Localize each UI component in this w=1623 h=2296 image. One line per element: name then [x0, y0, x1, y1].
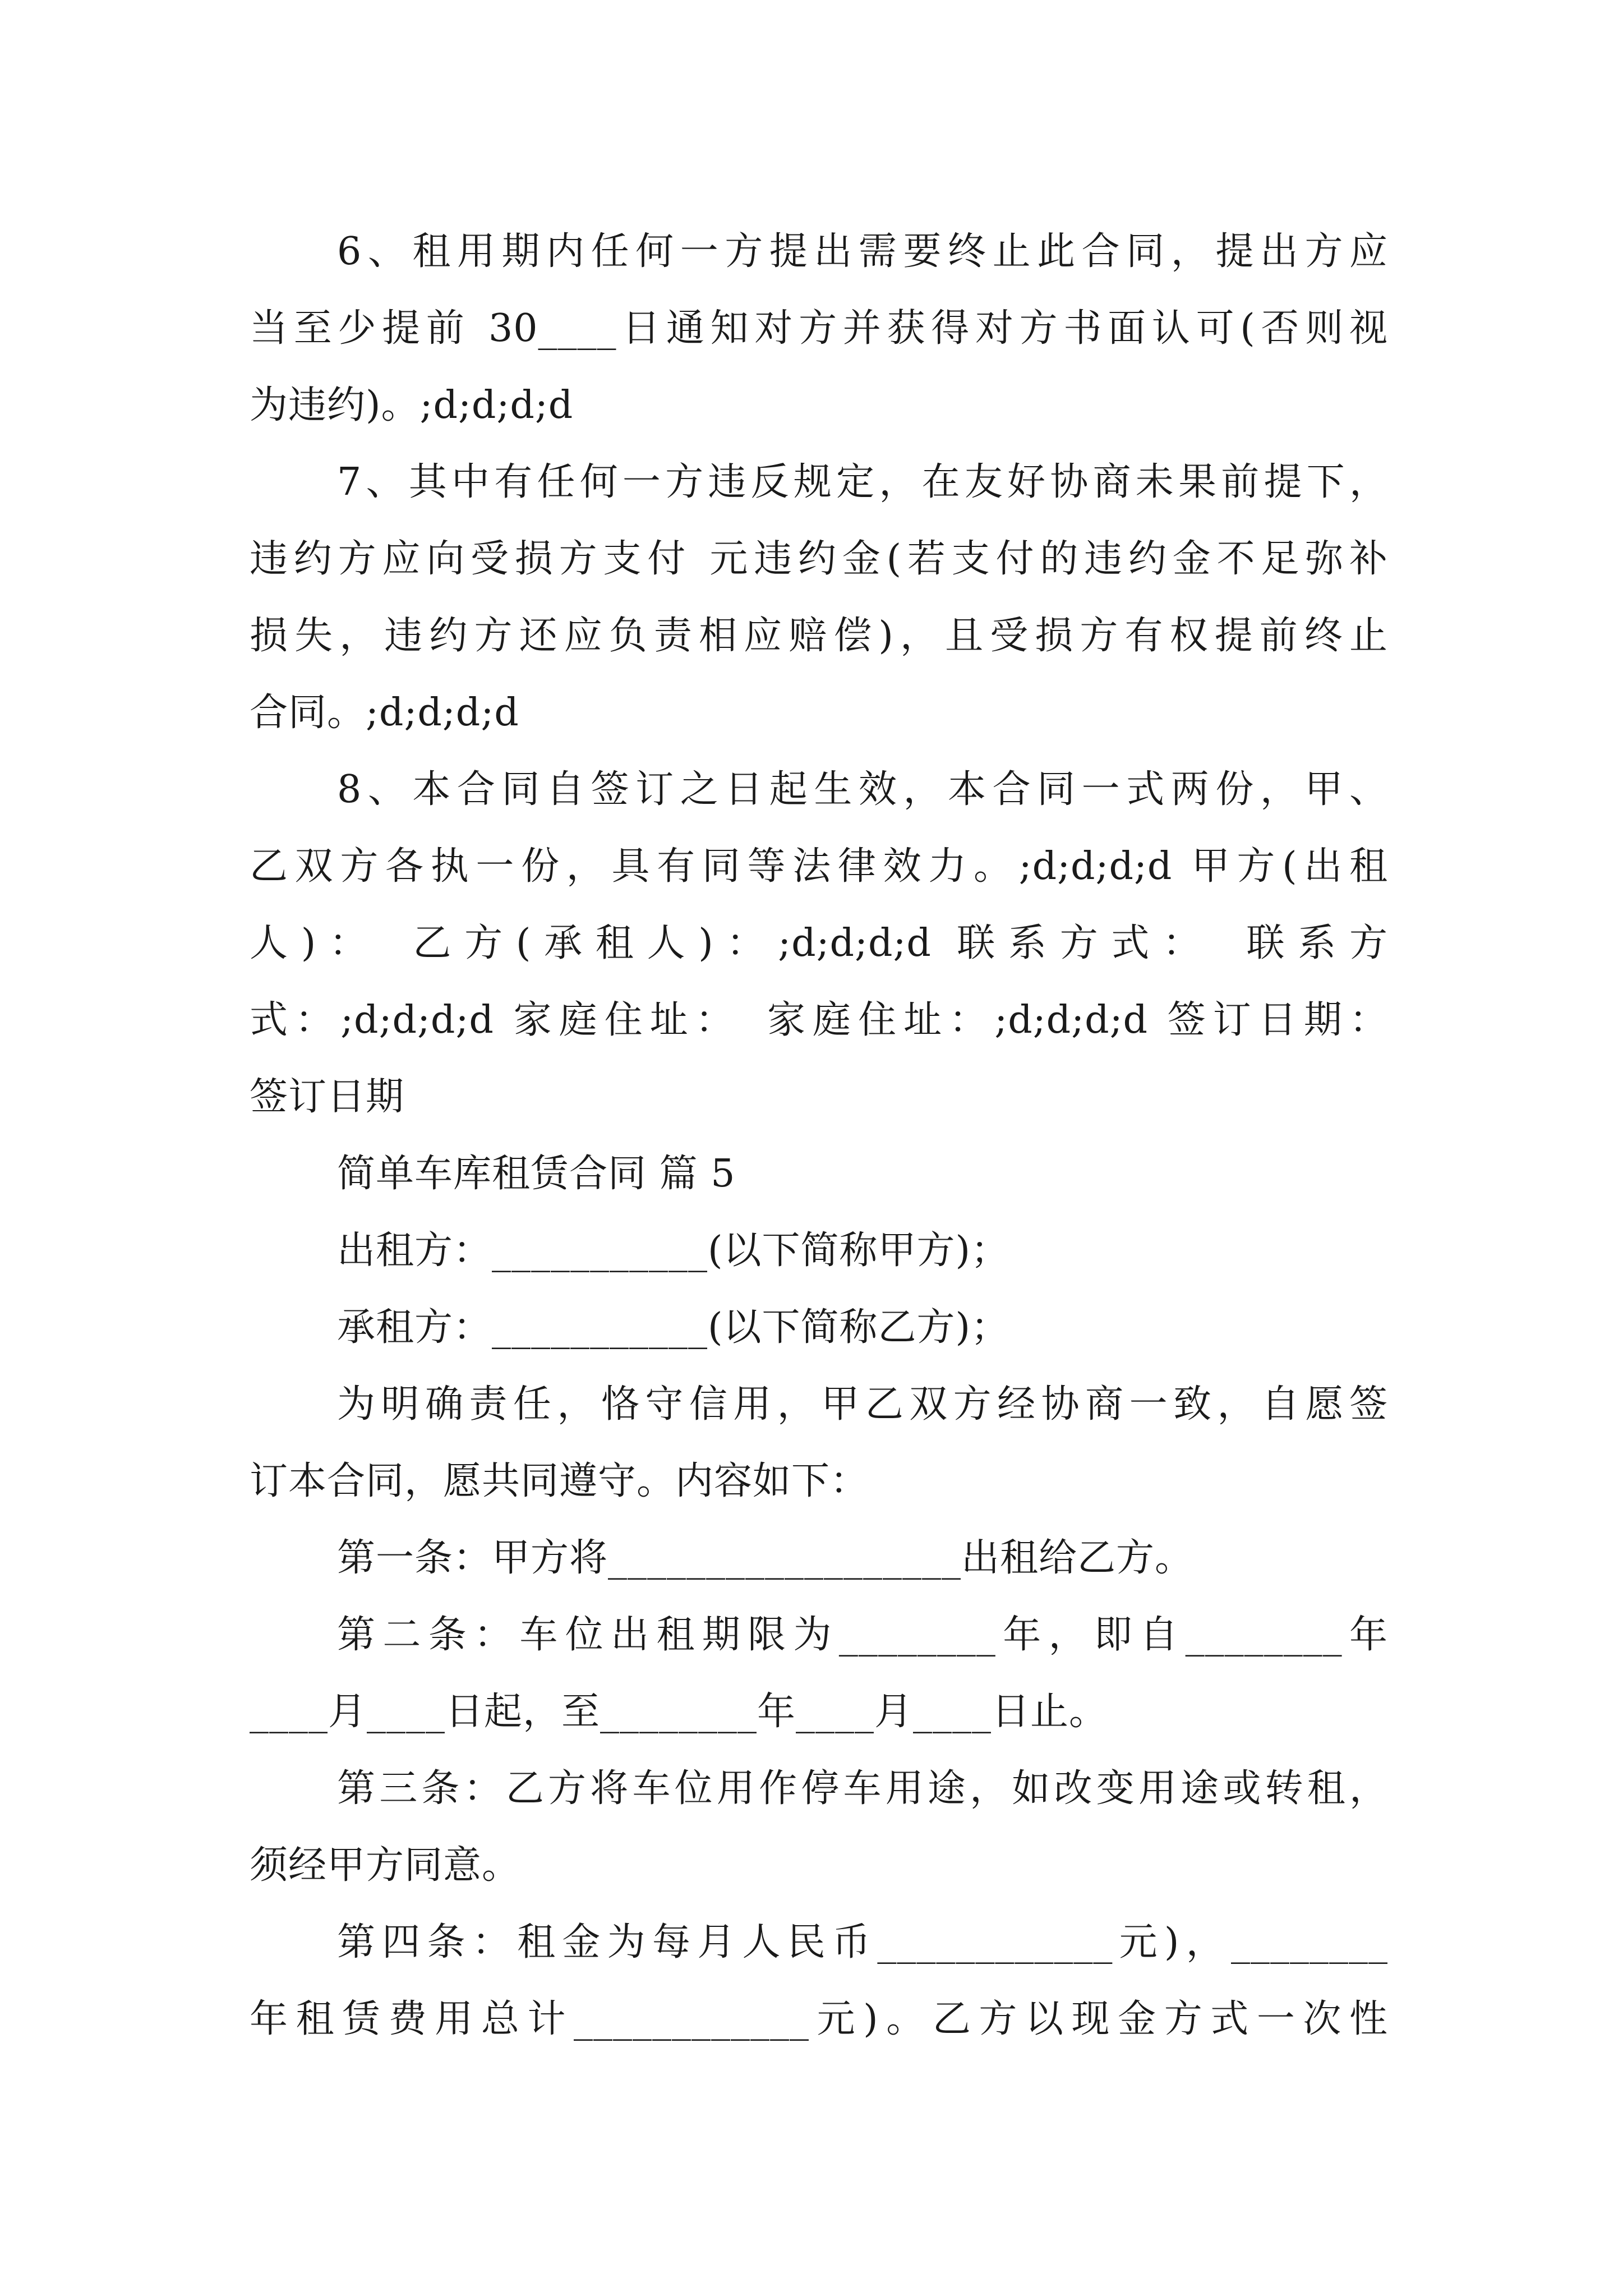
lessor-line: 出租方：___________(以下简称甲方)；	[337, 1228, 1010, 1273]
contract-text	[250, 213, 1388, 2058]
clause-7-line-1: 7、其中有任何一方违反规定，在友好协商未果前提下，	[337, 460, 1388, 504]
clause-6-line-3: 为违约)。;d;d;d;d	[250, 383, 574, 427]
signature-line-2: 式：;d;d;d;d 家庭住址： 家庭住址：;d;d;d;d 签订日期：	[250, 998, 1388, 1042]
clause-8-line-1: 8、本合同自签订之日起生效，本合同一式两份，甲、	[337, 767, 1388, 812]
article-1: 第一条：甲方将__________________出租给乙方。	[337, 1536, 1194, 1580]
clause-7-line-3: 损失，违约方还应负责相应赔偿)，且受损方有权提前终止	[250, 614, 1388, 658]
article-2-line-2: ____月____日起，至________年____月____日止。	[250, 1690, 1108, 1734]
preamble-line-2: 订本合同，愿共同遵守。内容如下：	[250, 1459, 869, 1503]
preamble-line-1: 为明确责任，恪守信用，甲乙双方经协商一致，自愿签	[337, 1382, 1388, 1427]
article-3-line-1: 第三条：乙方将车位用作停车用途，如改变用途或转租，	[337, 1766, 1388, 1811]
clause-6-line-1: 6、租用期内任何一方提出需要终止此合同，提出方应	[337, 229, 1388, 274]
article-4-line-1: 第四条：租金为每月人民币____________元)，________	[337, 1920, 1388, 1964]
article-4-line-2: 年租赁费用总计____________元)。乙方以现金方式一次性	[250, 1997, 1388, 2041]
signature-line-3: 签订日期	[250, 1075, 405, 1119]
clause-7-line-2: 违约方应向受损方支付 元违约金(若支付的违约金不足弥补	[250, 537, 1388, 581]
clause-8-line-2: 乙双方各执一份，具有同等法律效力。;d;d;d;d 甲方(出租	[250, 844, 1388, 889]
article-2-line-1: 第二条：车位出租期限为________年，即自________年	[337, 1613, 1388, 1657]
clause-7-line-4: 合同。;d;d;d;d	[250, 691, 519, 735]
lessee-line: 承租方：___________(以下简称乙方)；	[337, 1305, 1010, 1350]
article-3-line-2: 须经甲方同意。	[250, 1843, 521, 1888]
clause-6-line-2: 当至少提前 30____日通知对方并获得对方书面认可(否则视	[250, 306, 1388, 351]
section-heading: 简单车库租赁合同 篇 5	[337, 1152, 736, 1196]
signature-line-1: 人)： 乙方(承租人)：;d;d;d;d 联系方式： 联系方	[250, 921, 1388, 965]
